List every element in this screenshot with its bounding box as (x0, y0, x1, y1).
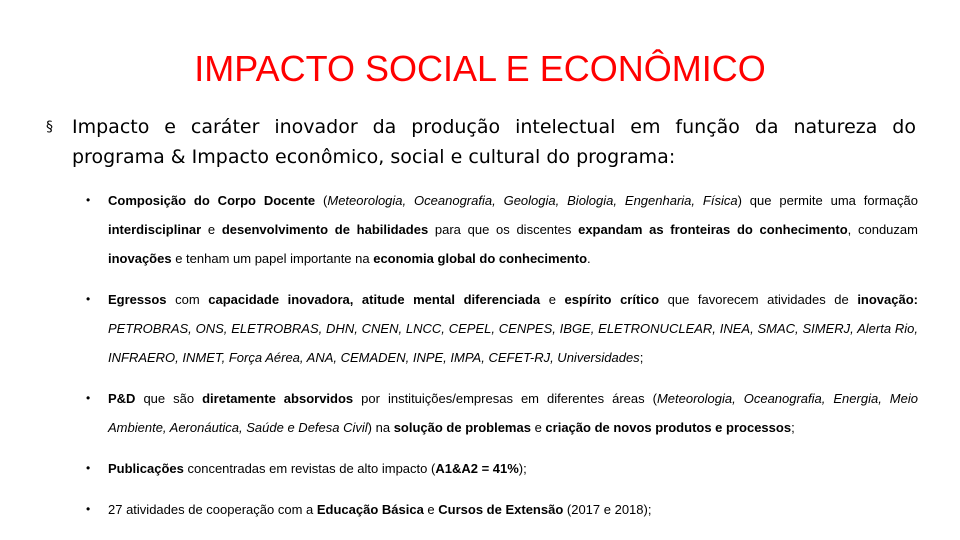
list-gap (86, 372, 918, 384)
bold-text: interdisciplinar (108, 222, 202, 237)
list-item-text (108, 454, 918, 483)
bold-text: P&D (108, 391, 136, 406)
bullet-dot: • (86, 391, 91, 405)
bold-text: criação de novos produtos e processos (545, 420, 792, 435)
bullet-dot: • (86, 193, 91, 207)
list-item-text (108, 186, 918, 273)
bold-text: Egressos (108, 292, 167, 307)
list-gap (86, 483, 918, 495)
text-run: ) que permite uma formação (737, 193, 918, 208)
bold-text: Cursos de Extensão (438, 502, 564, 517)
list-item-text (108, 495, 918, 524)
bullet-dot: • (86, 461, 91, 475)
bold-text: expandam as fronteiras do conhecimento (578, 222, 848, 237)
bullet-dot: • (86, 502, 91, 516)
list-item (86, 454, 918, 483)
lead-text: Impacto e caráter inovador da produção intelectual em função da natureza do programa & Impacto econômico, social e cultural do programa: (72, 116, 916, 168)
text-run: . (587, 251, 591, 266)
bold-text: espírito crítico (564, 292, 660, 307)
text-run: , conduzam (847, 222, 918, 237)
text-run: com (166, 292, 209, 307)
italic-text: Meteorologia, Oceanografia, Geologia, Biologia, Engenharia, Física (327, 193, 738, 208)
list-gap (86, 442, 918, 454)
bold-text: economia global do conhecimento (373, 251, 588, 266)
bullet-list (86, 186, 918, 524)
list-item (86, 186, 918, 273)
italic-text: Meteorologia, Oceanografia, Energia, Meio Ambiente, Aeronáutica, Saúde e Defesa Civil (108, 391, 918, 435)
italic-text: PETROBRAS, ONS, ELETROBRAS, DHN, CNEN, LNCC, CEPEL, CENPES, IBGE, ELETRONUCLEAR, INEA, SMAC, SIMERJ, Alerta Rio, INFRAERO, INMET, Força Aérea, ANA, CEMADEN, INPE, IMPA, CEFET-RJ, Universidades (108, 321, 918, 365)
bold-text: desenvolvimento de habilidades (221, 222, 429, 237)
text-run: e (423, 502, 439, 517)
text-run: ) na (367, 420, 394, 435)
bold-text: Composição do Corpo Docente (108, 193, 316, 208)
lead-paragraph (46, 112, 916, 172)
list-item-text (108, 384, 918, 442)
text-run: ; (639, 350, 644, 365)
section-bullet: § (46, 119, 53, 135)
list-item (86, 285, 918, 372)
text-run: ); (518, 461, 527, 476)
bold-text: inovação: (857, 292, 918, 307)
bold-text: inovações (108, 251, 172, 266)
text-run: que favorecem atividades de (659, 292, 858, 307)
text-run: e (201, 222, 222, 237)
page-title: IMPACTO SOCIAL E ECONÔMICO (194, 48, 766, 89)
bullet-dot: • (86, 292, 91, 306)
text-run: para que os discentes (428, 222, 579, 237)
text-run: e (530, 420, 546, 435)
bold-text: Publicações (108, 461, 184, 476)
text-run: ( (315, 193, 328, 208)
bold-text: diretamente absorvidos (202, 391, 354, 406)
text-run: concentradas em revistas de alto impacto ( (183, 461, 436, 476)
text-run: por instituições/empresas em diferentes áreas ( (353, 391, 657, 406)
list-item-text (108, 285, 918, 372)
list-item (86, 384, 918, 442)
list-item (86, 495, 918, 524)
text-run: (2017 e 2018); (563, 502, 652, 517)
text-run: 27 atividades de cooperação com a (108, 502, 317, 517)
text-run: ; (791, 420, 795, 435)
text-run: e (540, 292, 565, 307)
bold-text: solução de problemas (393, 420, 531, 435)
bold-text: Educação Básica (316, 502, 424, 517)
bold-text: capacidade inovadora, atitude mental diferenciada (208, 292, 541, 307)
text-run: e tenham um papel importante na (171, 251, 374, 266)
list-gap (86, 273, 918, 285)
bold-text: A1&A2 = 41% (435, 461, 519, 476)
text-run: que são (135, 391, 203, 406)
